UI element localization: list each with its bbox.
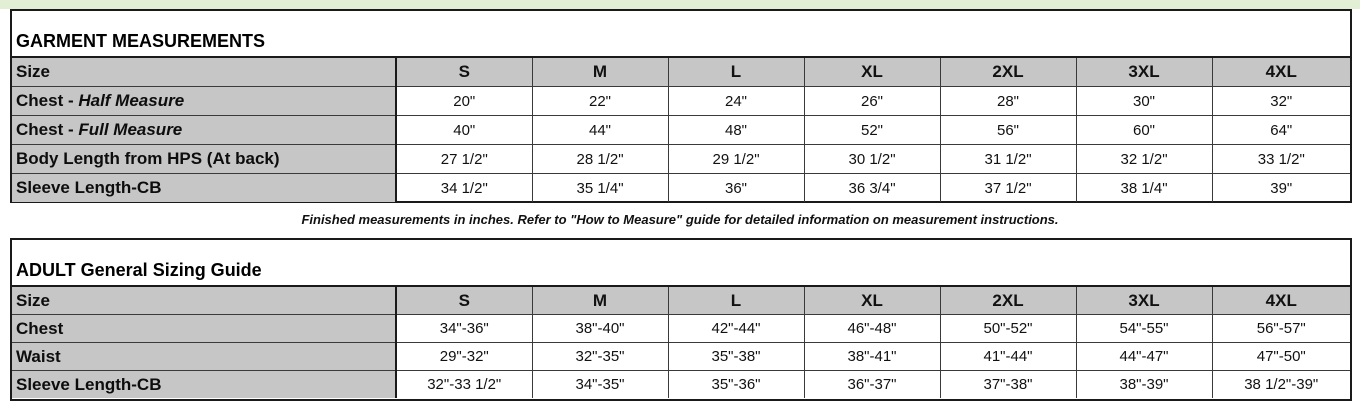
measurement-cell: 34"-35" [532, 371, 668, 399]
measurement-cell: 36 3/4" [804, 174, 940, 203]
size-header-4xl: 4XL [1212, 286, 1350, 315]
measurement-cell: 30" [1076, 87, 1212, 116]
measurement-cell: 32 1/2" [1076, 145, 1212, 174]
measurement-cell: 35"-38" [668, 343, 804, 371]
size-header-row [12, 57, 1350, 87]
measurement-cell: 44" [532, 116, 668, 145]
row-label-qualifier: Half Measure [78, 91, 185, 110]
measurement-cell: 29 1/2" [668, 145, 804, 174]
measurement-cell: 56" [940, 116, 1076, 145]
measurement-cell: 34"-36" [396, 315, 532, 343]
table-row [12, 315, 1350, 343]
garment-section-title: GARMENT MEASUREMENTS [16, 31, 266, 51]
measurement-cell: 26" [804, 87, 940, 116]
row-label [12, 371, 396, 399]
size-header-label: Size [12, 286, 396, 315]
measurement-cell: 27 1/2" [396, 145, 532, 174]
measurement-cell: 34 1/2" [396, 174, 532, 203]
measurement-cell: 52" [804, 116, 940, 145]
size-header-s: S [396, 57, 532, 87]
measurement-cell: 33 1/2" [1212, 145, 1350, 174]
row-label-main: Sleeve Length-CB [16, 178, 162, 197]
size-header-l: L [668, 57, 804, 87]
row-label [12, 87, 396, 116]
size-header-3xl: 3XL [1076, 286, 1212, 315]
size-header-xl: XL [804, 57, 940, 87]
measurement-cell: 46"-48" [804, 315, 940, 343]
row-label-main: Chest [16, 318, 64, 338]
size-header-row [12, 286, 1350, 315]
top-accent-strip [0, 0, 1360, 9]
measurement-cell: 41"-44" [940, 343, 1076, 371]
measurement-cell: 32"-35" [532, 343, 668, 371]
measurement-cell: 30 1/2" [804, 145, 940, 174]
row-label-main: Chest - [16, 120, 79, 139]
measurement-cell: 28 1/2" [532, 145, 668, 174]
table-row [12, 116, 1350, 145]
row-label [12, 145, 396, 174]
measurement-cell: 38 1/2"-39" [1212, 371, 1350, 399]
measurement-cell: 35"-36" [668, 371, 804, 399]
measurement-cell: 31 1/2" [940, 145, 1076, 174]
table-row [12, 343, 1350, 371]
size-header-m: M [532, 286, 668, 315]
measurement-cell: 54"-55" [1076, 315, 1212, 343]
measurement-cell: 29"-32" [396, 343, 532, 371]
measurement-cell: 50"-52" [940, 315, 1076, 343]
size-header-4xl: 4XL [1212, 57, 1350, 87]
size-header-m: M [532, 57, 668, 87]
measurement-cell: 44"-47" [1076, 343, 1212, 371]
size-header-2xl: 2XL [940, 57, 1076, 87]
table-row [12, 371, 1350, 399]
row-label [12, 116, 396, 145]
row-label-qualifier: Full Measure [78, 120, 183, 139]
measurement-cell: 32"-33 1/2" [396, 371, 532, 399]
row-label-main: Waist [16, 346, 61, 366]
measurement-cell: 47"-50" [1212, 343, 1350, 371]
garment-measurements-section [10, 9, 1352, 203]
row-label-main: Sleeve Length-CB [16, 374, 162, 394]
measurement-cell: 38 1/4" [1076, 174, 1212, 203]
size-header-label: Size [12, 57, 396, 87]
row-label-main: Body Length from HPS (At back) [16, 149, 280, 168]
measurement-cell: 64" [1212, 116, 1350, 145]
adult-sizing-table [12, 285, 1350, 398]
adult-sizing-guide-section [10, 238, 1352, 401]
row-label [12, 315, 396, 343]
measurement-cell: 38"-40" [532, 315, 668, 343]
measurement-cell: 28" [940, 87, 1076, 116]
measurement-cell: 56"-57" [1212, 315, 1350, 343]
measurement-cell: 36" [668, 174, 804, 203]
measurement-cell: 20" [396, 87, 532, 116]
measurement-cell: 24" [668, 87, 804, 116]
measurement-cell: 32" [1212, 87, 1350, 116]
measurement-cell: 35 1/4" [532, 174, 668, 203]
size-header-s: S [396, 286, 532, 315]
measurement-cell: 37 1/2" [940, 174, 1076, 203]
row-label [12, 343, 396, 371]
measurement-cell: 39" [1212, 174, 1350, 203]
row-label-main: Chest - [16, 91, 79, 110]
measurement-cell: 42"-44" [668, 315, 804, 343]
measurement-cell: 38"-41" [804, 343, 940, 371]
measurement-cell: 38"-39" [1076, 371, 1212, 399]
measurement-footnote: Finished measurements in inches. Refer to "How to Measure" guide for detailed information on measurement instructions. [301, 212, 1059, 227]
measurement-cell: 40" [396, 116, 532, 145]
adult-section-title: ADULT General Sizing Guide [16, 260, 262, 280]
row-label [12, 174, 396, 203]
measurement-cell: 22" [532, 87, 668, 116]
measurement-cell: 48" [668, 116, 804, 145]
measurement-cell: 60" [1076, 116, 1212, 145]
table-row [12, 145, 1350, 174]
table-row [12, 87, 1350, 116]
measurement-cell: 36"-37" [804, 371, 940, 399]
size-header-l: L [668, 286, 804, 315]
size-header-xl: XL [804, 286, 940, 315]
size-header-3xl: 3XL [1076, 57, 1212, 87]
size-header-2xl: 2XL [940, 286, 1076, 315]
table-row [12, 174, 1350, 203]
measurement-cell: 37"-38" [940, 371, 1076, 399]
garment-measurements-table [12, 56, 1350, 202]
